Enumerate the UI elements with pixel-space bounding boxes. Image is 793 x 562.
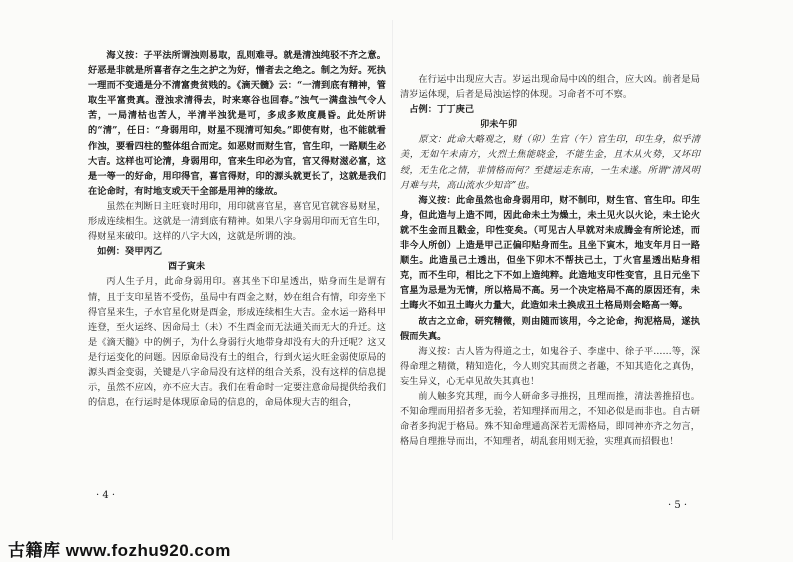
left-page	[88, 48, 386, 410]
paragraph: 虽然在判断日主旺衰时用印，用印就喜官星，喜官见官就容易财星，形成连续相生。这就是一清到底有精神。如果八字身弱用印而无官生印，得财星来破印。这样的八字大凶，这就是所谓的浊。	[88, 200, 386, 243]
paragraph: 酉子寅未	[168, 261, 206, 273]
paragraph: 故古之立命，研究精微，则由随而该用，今之论命，拘泥格局，遂执假而失真。	[400, 315, 700, 342]
paragraph: 海义按：此命虽然也命身弱用印，财不制印，财生官、官生印。印生身，但此造与上造不同，因此命未土为燥土，未土见火以火论，未土论火就不生金而且戳金，印性变矣。（可见古人早就对未成腾金有所论述，而非今人所创）上造是甲己正偏印贴身而生。且坐下寅木，地支年月日一路顺生。此造虽己土透出，但坐下卯木不帮扶己土，丁火官星透出贴身相克，而不生印，相比之下不如上造纯粹。此造地支印性变官，且日元坐下官星为忌是为无情，所以格局不高。另一个决定格局不高的原因还有，未土晦火不如丑土晦火力量大，此造如未土换成丑土格局则会略高一筹。	[400, 194, 700, 312]
paragraph: 原文：此命大略观之，财（卯）生官（午）官生印，印生身，似乎清美，无如午未南方，火烈土焦能晓金，不能生金，且木从火势，又坏印绶，无生化之情，非情格而何？至捷运走东南，一生未遂。所谓“清风明月难与共，高山流水少知音”也。	[400, 134, 700, 191]
paragraph: 前人触多究其理，而今人研命多寻推拐，且理而推，清法善推招也。不知命理而用招者多无验，若知理择而用之，不知必似是而非也。自古研命者多拘泥于格局。殊不知命理通高深若无需格局，即同神亦齐之勿言，格局自理推导而出，不知理者，胡乱套用则无验，实理真而招假也！	[400, 390, 700, 448]
paragraph: 丙人生子月，此命身弱用印。喜其坐下印星透出，贴身而生是谓有情，且于支印星皆不受伤，虽局中有酉金之财，妙在组合有情，印旁坐下得官星来生，子水官星化财是酉金，形成连续相生大吉。金水运一路科甲连登，至火运终、因命局土（未）不生酉金而无法通关而无大的升迁。这是《滴天髓》中的例子，为什么身弱行火地带身却没有大的升迁呢？这又是行运变化的问题。因原命局没有土的组合，行到火运火旺金弱使原局的源头酉金变弱，关键是八字命局没有这样的组合关系，没有这样的信息提示，虽然不应凶，亦不应大吉。我们在看命时一定要注意命局提供给我们的信息，在行运时是体现原命局的信息的，命局体现大吉的组合，	[88, 276, 386, 409]
site-watermark: 古籍库 www.fozhu920.com	[8, 541, 231, 560]
right-page-number: · 5 ·	[668, 500, 688, 511]
paragraph: 如例：癸甲丙乙	[97, 246, 163, 258]
paragraph: 卯未午卯	[480, 119, 518, 131]
left-page-number: · 4 ·	[96, 490, 116, 501]
paragraph: 在行运中出现应大吉。岁运出现命局中凶的组合，应大凶。前者是局清岁运体现，后者是局浊运悖的体现。习命者不可不察。	[400, 74, 700, 101]
page-gutter	[392, 20, 393, 540]
paragraph: 海义按：古人皆为得道之士，如鬼谷子、李虚中、徐子平……等，深得命理之精微，精知造化，今人则究其而贯之者趣，不知其造化之真伪，妄生异义，心无卓见故失其真也！	[400, 345, 700, 387]
paragraph: 占例：丁丁庚己	[409, 104, 475, 116]
right-page	[400, 72, 700, 449]
paragraph: 海义按：子平法所谓浊则易取，乱则难寻。就是清浊纯驳不齐之意。好恶是非就是所喜者存之生之护之为好，憎者去之绝之。制之为好。死执一理而不变通是分不清富贵贫贱的。《滴天髓》云：“一清到底有精神，管取生平富贵真。澄浊求清得去，时来寒谷也回春。”浊气一满盘浊气令人苦，一局清枯也苦人，半清半浊犹是可，多成多败度晨昏。此处所讲的“清”，任日：“身弱用印，财星不现清可知矣。”即使有财，也不能就看作浊，要看四柱的整体组合而定。如恶财而财生官，官生印，一路顺生必大吉。这样也可论清，身弱用印，官来生印必为官，官又得财滋必富，这是一等一的好命，用印得官，喜官得财，印的源头就更长了，这就是我们在论命时，有时地支或天干全部是用神的缘故。	[88, 50, 386, 197]
